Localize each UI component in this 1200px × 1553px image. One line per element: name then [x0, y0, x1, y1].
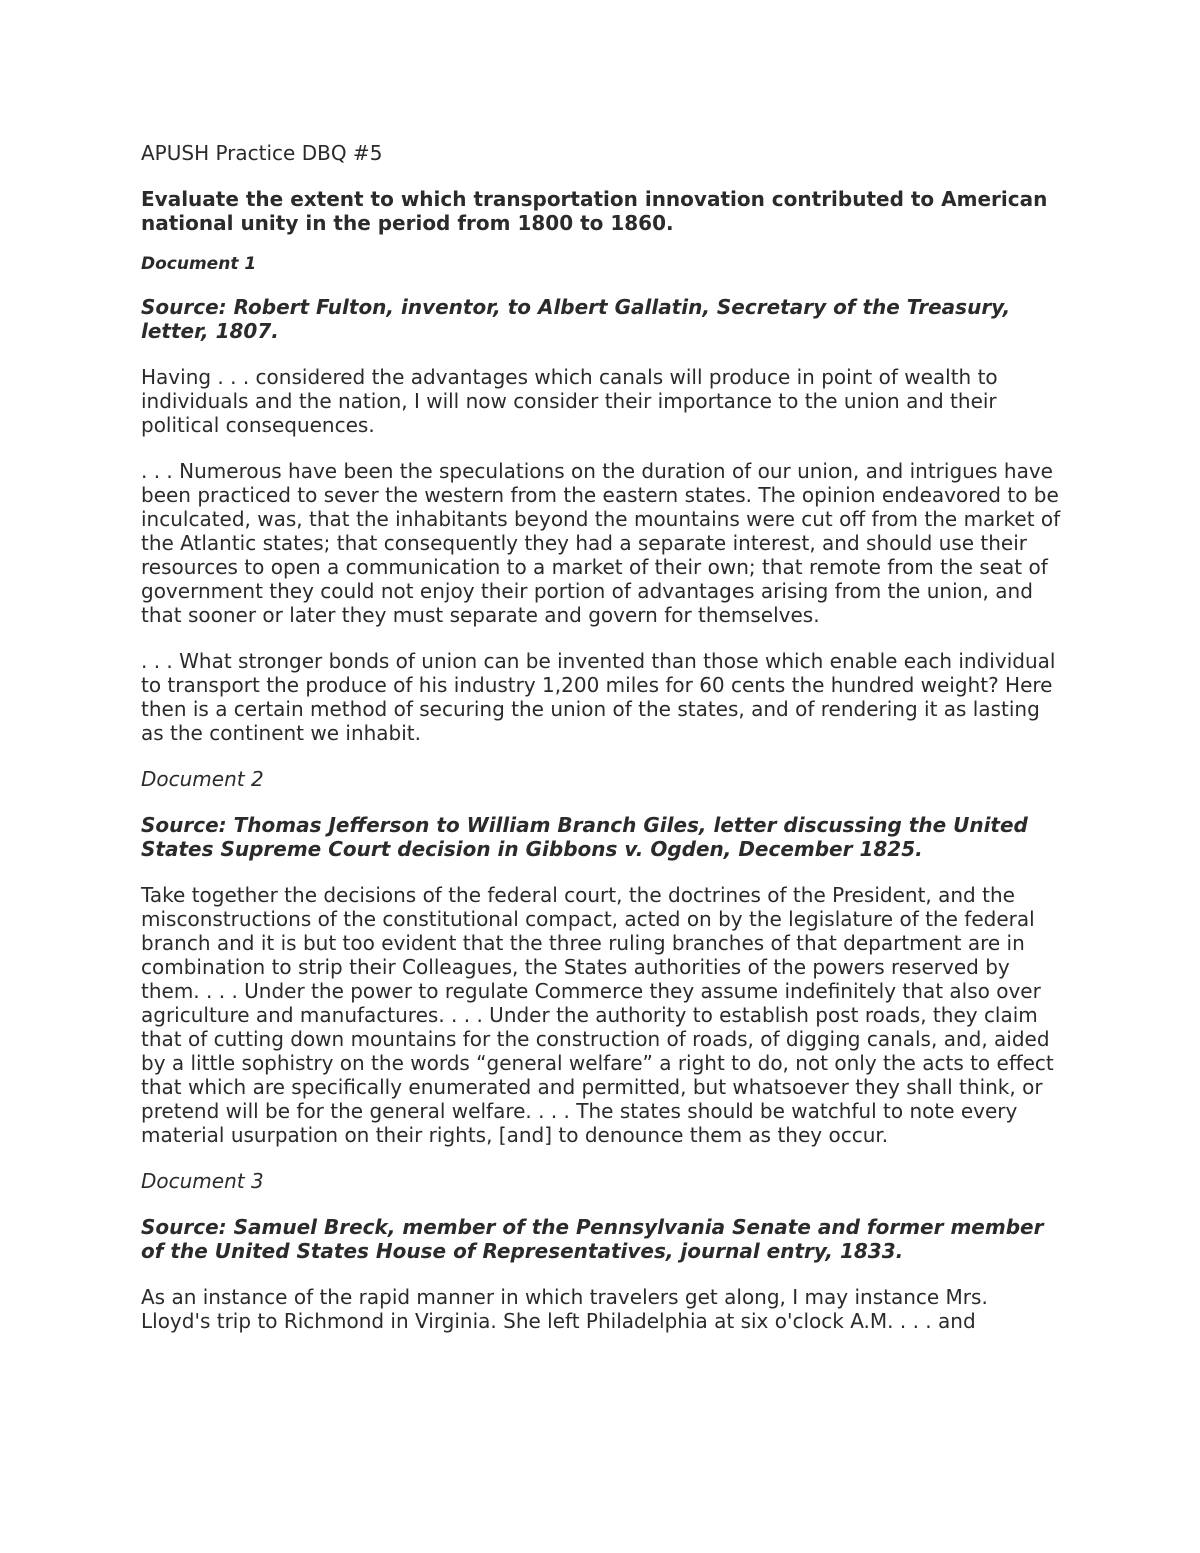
essay-prompt: Evaluate the extent to which transportation innovation contributed to American national unity in the period from 1800 to 1860.	[141, 187, 1048, 235]
document-3-paragraph-1: As an instance of the rapid manner in which travelers get along, I may instance Mrs. Lloyd's trip to Richmond in Virginia. She left Philadelphia at six o'clock A.M. . . . and	[141, 1285, 988, 1333]
document-3-heading: Document 3	[141, 1169, 264, 1193]
document-1-paragraph-2: . . . Numerous have been the speculations on the duration of our union, and intrigues have been practiced to sever the western from the eastern states. The opinion endeavored to be inculcated, was, that the inhabitants beyond the mountains were cut off from the market of the Atlantic states; that consequently they had a separate interest, and should use their resources to open a communication to a market of their own; that remote from the seat of government they could not enjoy their portion of advantages arising from the union, and that sooner or later they must separate and govern for themselves.	[141, 459, 1061, 627]
document-1-heading: Document 1	[141, 254, 257, 274]
document-page	[141, 141, 1061, 1355]
document-2-source: Source: Thomas Jefferson to William Branch Giles, letter discussing the United States Supreme Court decision in Gibbons v. Ogden, December 1825.	[141, 813, 1028, 861]
document-3-source: Source: Samuel Breck, member of the Pennsylvania Senate and former member of the United States House of Representatives, journal entry, 1833.	[141, 1215, 1044, 1263]
document-1-source: Source: Robert Fulton, inventor, to Albert Gallatin, Secretary of the Treasury, letter, 1807.	[141, 295, 1011, 343]
document-1-paragraph-1: Having . . . considered the advantages which canals will produce in point of wealth to individuals and the nation, I will now consider their importance to the union and their political consequences.	[141, 365, 998, 437]
page-title: APUSH Practice DBQ #5	[141, 141, 383, 165]
document-2-paragraph-1: Take together the decisions of the federal court, the doctrines of the President, and the misconstructions of the constitutional compact, acted on by the legislature of the federal branch and it is but too evident that the three ruling branches of that department are in combination to strip their Colleagues, the States authorities of the powers reserved by them. . . . Under the power to regulate Commerce they assume indefinitely that also over agriculture and manufactures. . . . Under the authority to establish post roads, they claim that of cutting down mountains for the construction of roads, of digging canals, and, aided by a little sophistry on the words “general welfare” a right to do, not only the acts to effect that which are specifically enumerated and permitted, but whatsoever they shall think, or pretend will be for the general welfare. . . . The states should be watchful to note every material usurpation on their rights, [and] to denounce them as they occur.	[141, 883, 1054, 1147]
document-2-heading: Document 2	[141, 767, 264, 791]
document-1-paragraph-3: . . . What stronger bonds of union can be invented than those which enable each individual to transport the produce of his industry 1,200 miles for 60 cents the hundred weight? Here then is a certain method of securing the union of the states, and of rendering it as lasting as the continent we inhabit.	[141, 649, 1056, 745]
